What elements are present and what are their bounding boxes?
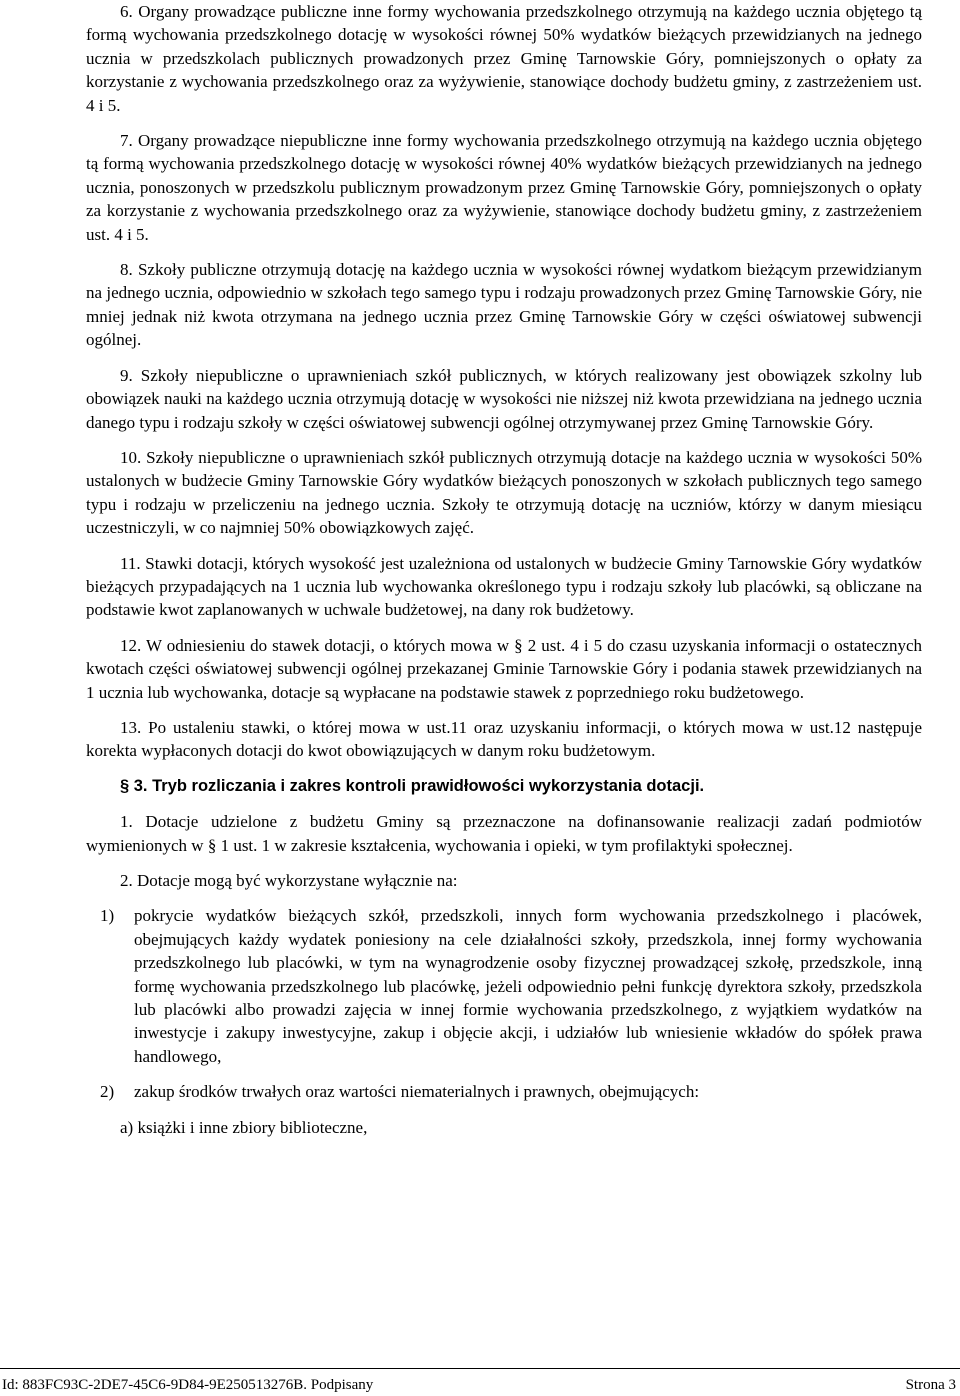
paragraph-10: 10. Szkoły niepubliczne o uprawnieniach szkół publicznych otrzymują dotacje na każdego ucznia w wysokości 50% ustalonych w budżecie Gminy Tarnowskie Góry wydatków bieżących ponoszonych w szkołach publicznych tego samego typu i rodzaju w przeliczeniu na jednego ucznia. Szkoły te otrzymują dotację na uczniów, którzy w danym miesiącu uczestniczyli, w co najmniej 50% obowiązkowych zajęć. <box>86 447 922 538</box>
paragraph-8: 8. Szkoły publiczne otrzymują dotację na każdego ucznia w wysokości równej wydatkom bieżącym przewidzianym na jednego ucznia, odpowiednio w szkołach tego samego typu i rodzaju prowadzonych przez Gminę Tarnowskie Góry, nie mniej jednak niż kwota otrzymana na jednego ucznia przez Gminę Tarnowskie Góry w części oświatowej subwencji ogólnej. <box>86 260 922 350</box>
paragraph-6: 6. Organy prowadzące publiczne inne formy wychowania przedszkolnego otrzymują na każdego ucznia objętego tą formą wychowania przedszkolnego dotację w wysokości równej 50% wydatków bieżących przewidzianych na jednego ucznia w przedszkolach publicznych prowadzonych przez Gminę Tarnowskie Góry, pomniejszonych o opłaty za korzystanie z wychowania przedszkolnego oraz za wyżywienie, stanowiące dochody budżetu gminy, z zastrzeżeniem ust. 4 i 5. <box>86 2 922 115</box>
paragraph-11: 11. Stawki dotacji, których wysokość jest uzależniona od ustalonych w budżecie Gminy Tarnowskie Góry wydatków bieżących przypadających na 1 ucznia lub wychowanka określonego typu i rodzaju szkoły lub placówki, są obliczane na podstawie kwot zaplanowanych w uchwale budżetowej, na dany rok budżetowy. <box>86 553 922 620</box>
paragraph-13: 13. Po ustaleniu stawki, o której mowa w ust.11 oraz uzyskaniu informacji, o których mowa w ust.12 następuje korekta wypłaconych dotacji do kwot obowiązujących w danym roku budżetowym. <box>86 717 922 761</box>
sub-item-a: a) książki i inne zbiory biblioteczne, <box>120 1117 368 1137</box>
list-item-text: zakup środków trwałych oraz wartości niematerialnych i prawnych, obejmujących: <box>134 1082 700 1102</box>
paragraph-7: 7. Organy prowadzące niepubliczne inne formy wychowania przedszkolnego otrzymują na każdego ucznia objętego tą formą wychowania przedszkolnego dotację w wysokości równej 40% wydatków bieżących przewidzianych na jednego ucznia, ponoszonych w przedszkolu publicznym prowadzonym przez Gminę Tarnowskie Góry, pomniejszonych o opłaty za korzystanie z wychowania przedszkolnego oraz za wyżywienie, stanowiące dochody budżetu gminy, z zastrzeżeniem ust. 4 i 5. <box>86 131 922 244</box>
paragraph-12: 12. W odniesieniu do stawek dotacji, o których mowa w § 2 ust. 4 i 5 do czasu uzyskania informacji o ostatecznych kwotach części oświatowej subwencji ogólnej przekazanej Gminie Tarnowskie Góry i podania stawek przewidzianych na 1 ucznia lub wychowanka, dotacje są wypłacane na podstawie stawek z poprzedniego roku budżetowego. <box>86 635 922 702</box>
footer-page-number: Strona 3 <box>905 1377 956 1393</box>
list-item-number: 2) <box>100 1082 115 1102</box>
document-body <box>86 0 922 1139</box>
footer-document-id: Id: 883FC93C-2DE7-45C6-9D84-9E250513276B. Podpisany <box>2 1377 374 1393</box>
list-item-2 <box>86 1080 922 1103</box>
section-3-paragraph-1: 1. Dotacje udzielone z budżetu Gminy są przeznaczone na dofinansowanie realizacji zadań podmiotów wymienionych w § 1 ust. 1 w zakresie kształcenia, wychowania i opieki, w tym profilaktyki społecznej. <box>86 812 922 855</box>
paragraph-9: 9. Szkoły niepubliczne o uprawnieniach szkół publicznych, w których realizowany jest obowiązek szkolny lub obowiązek nauki na każdego ucznia otrzymują dotację w wysokości nie niższej niż kwota przewidziana na jednego ucznia danego typu i rodzaju szkoły w części oświatowej subwencji ogólnej otrzymywanej przez Gminę Tarnowskie Góry. <box>86 365 922 432</box>
list-item-text: pokrycie wydatków bieżących szkół, przedszkoli, innych form wychowania przedszkolnego i placówek, obejmujących każdy wydatek poniesiony na cele działalności szkoły, przedszkola, innej formy wychowania przedszkolnego lub placówki, w tym na wynagrodzenie osoby fizycznej prowadzącej szkołę, przedszkole, inną formę wychowania przedszkolnego lub placówkę, jeżeli odpowiednio pełni funkcję dyrektora szkoły, przedszkola lub placówki albo prowadzi zajęcia w innej formie wychowania przedszkolnego, z wyjątkiem wydatków na inwestycje i zakupy inwestycyjne, zakup i objęcie akcji, i udziałów lub wniesienie wkładów do spółek prawa handlowego, <box>134 906 922 1066</box>
section-3-heading: § 3. Tryb rozliczania i zakres kontroli prawidłowości wykorzystania dotacji. <box>120 776 705 795</box>
footer-divider <box>0 1368 960 1369</box>
list-item-number: 1) <box>100 906 115 926</box>
section-3-paragraph-2: 2. Dotacje mogą być wykorzystane wyłącznie na: <box>120 871 458 890</box>
list-item-1 <box>86 904 922 1068</box>
